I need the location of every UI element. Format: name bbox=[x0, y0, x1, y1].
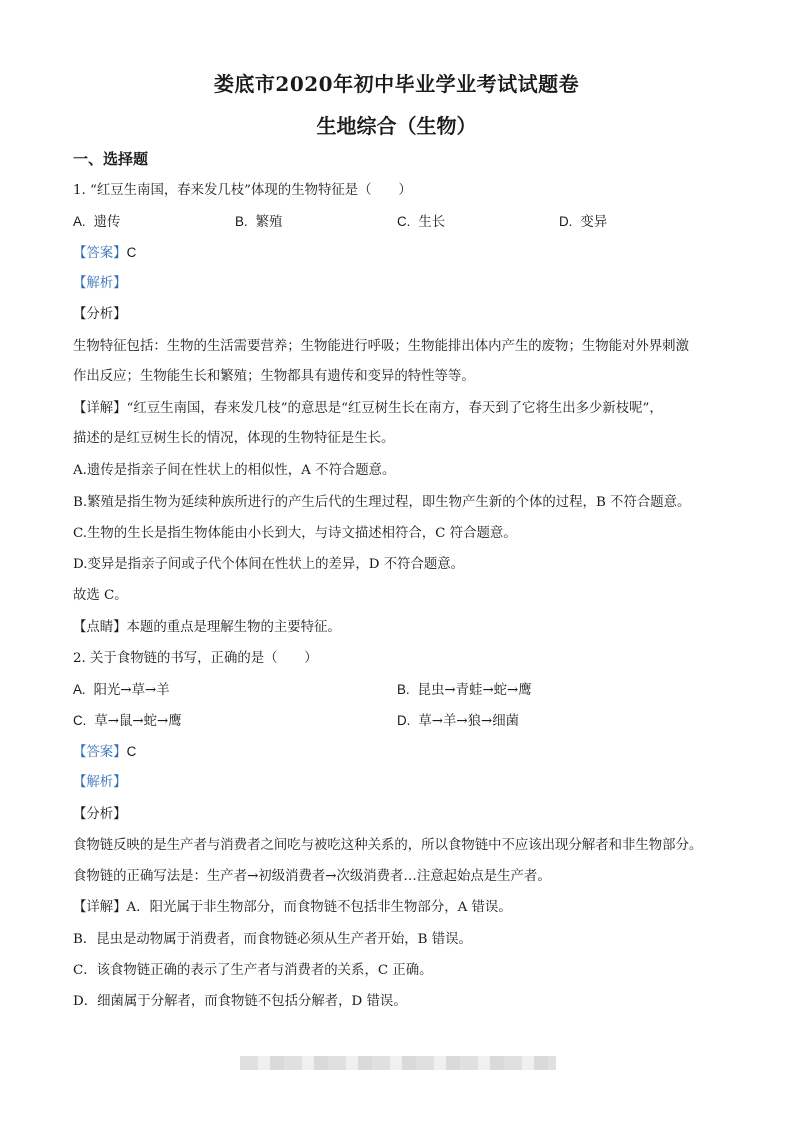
q2-option-a: A. 阳光→草→羊 bbox=[73, 682, 170, 698]
q2-analysis-line: 食物链反映的是生产者与消费者之间吃与被吃这种关系的，所以食物链中不应该出现分解者和非生物部分。 bbox=[73, 838, 703, 853]
q1-analysis-line: 生物特征包括：生物的生活需要营养；生物能进行呼吸；生物能排出体内产生的废物；生物能对外界刺激 bbox=[73, 339, 689, 354]
q1-detail-line: 描述的是红豆树生长的情况，体现的生物特征是生长。 bbox=[73, 431, 395, 446]
q2-detail-line: C．该食物链正确的表示了生产者与消费者的关系，C 正确。 bbox=[73, 963, 433, 978]
q2-detail-line: B．昆虫是动物属于消费者，而食物链必须从生产者开始，B 错误。 bbox=[73, 932, 472, 947]
q2-analysis-line: 食物链的正确写法是：生产者→初级消费者→次级消费者…注意起始点是生产者。 bbox=[73, 869, 551, 884]
q1-answer bbox=[73, 244, 136, 263]
q1-detail-line: 【详解】“红豆生南国，春来发几枝”的意思是“红豆树生长在南方，春天到了它将生出多少新枝呢”， bbox=[73, 401, 663, 416]
q1-option-d: D. 变异 bbox=[559, 214, 608, 230]
q1-option-b: B. 繁殖 bbox=[235, 214, 283, 230]
q1-option-c: C. 生长 bbox=[397, 214, 446, 230]
q2-option-d: D. 草→羊→狼→细菌 bbox=[397, 713, 520, 729]
q2-detail-line: 【详解】A．阳光属于非生物部分，而食物链不包括非生物部分，A 错误。 bbox=[73, 900, 512, 915]
q2-detail-line: D．细菌属于分解者，而食物链不包括分解者，D 错误。 bbox=[73, 994, 407, 1009]
answer-label: 【答案】 bbox=[73, 246, 127, 261]
q2-fenxi-label: 【分析】 bbox=[73, 807, 127, 822]
exam-title: 娄底市2020年初中毕业学业考试试题卷 bbox=[213, 72, 580, 96]
section-heading: 一、选择题 bbox=[73, 150, 149, 168]
q1-analysis-line: 作出反应；生物能生长和繁殖；生物都具有遗传和变异的特性等等。 bbox=[73, 369, 475, 384]
q2-option-c: C. 草→鼠→蛇→鹰 bbox=[73, 713, 182, 729]
q1-fenxi-label: 【分析】 bbox=[73, 307, 127, 322]
q2-stem: 2. 关于食物链的书写，正确的是（ ） bbox=[73, 651, 318, 666]
q2-option-b: B. 昆虫→青蛙→蛇→鹰 bbox=[397, 682, 532, 698]
q1-option-a: A. 遗传 bbox=[73, 214, 121, 230]
answer-label: 【答案】 bbox=[73, 745, 127, 760]
q1-detail-line: A.遗传是指亲子间在性状上的相似性，A 不符合题意。 bbox=[73, 463, 396, 478]
q2-answer bbox=[73, 743, 136, 762]
q1-detail-line: C.生物的生长是指生物体能由小长到大，与诗文描述相符合，C 符合题意。 bbox=[73, 526, 517, 541]
exam-subtitle: 生地综合（生物） bbox=[316, 114, 477, 138]
q2-jiexi-label: 【解析】 bbox=[73, 775, 127, 790]
answer-value: C bbox=[126, 245, 137, 260]
q1-detail-line: B.繁殖是指生物为延续种族所进行的产生后代的生理过程，即生物产生新的个体的过程，B 不符合题意。 bbox=[73, 495, 691, 510]
q1-dianjing-line: 【点睛】本题的重点是理解生物的主要特征。 bbox=[73, 620, 341, 635]
blurred-footer-watermark bbox=[240, 1056, 556, 1070]
q1-detail-line: D.变异是指亲子间或子代个体间在性状上的差异，D 不符合题意。 bbox=[73, 557, 465, 572]
q1-jiexi-label: 【解析】 bbox=[73, 276, 127, 291]
q1-stem: 1. “红豆生南国，春来发几枝”体现的生物特征是（ ） bbox=[73, 183, 412, 198]
answer-value: C bbox=[126, 744, 137, 759]
q1-detail-line: 故选 C。 bbox=[73, 588, 128, 603]
